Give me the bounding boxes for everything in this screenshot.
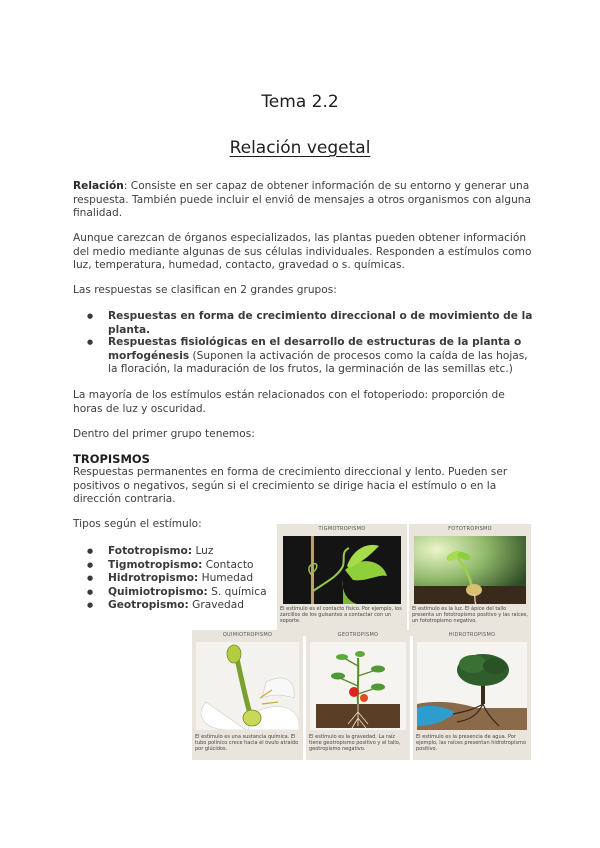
- type-item: [73, 599, 267, 613]
- type-stimulus: Gravedad: [188, 599, 244, 612]
- group-item-bold: Respuestas en forma de crecimiento direccional o de movimiento de la planta.: [108, 310, 533, 336]
- types-intro: Tipos según el estímulo:: [73, 518, 202, 530]
- tigmotropismo-illustration: [283, 536, 401, 604]
- hidrotropismo-label: HIDROTROPISMO: [448, 632, 496, 638]
- paragraph-first-group: Dentro del primer grupo tenemos:: [73, 428, 255, 440]
- groups-list: [73, 310, 535, 337]
- geotropismo-illustration: [310, 642, 406, 730]
- tropismos-heading: TROPISMOS: [73, 452, 150, 466]
- intro-term: Relación: [73, 180, 124, 192]
- type-item: [73, 559, 267, 573]
- intro-paragraph: [73, 180, 533, 221]
- groups-list-2: [73, 336, 535, 377]
- type-name: Hidrotropismo:: [108, 572, 199, 585]
- page-title: Tema 2.2: [261, 92, 339, 112]
- fototropismo-label: FOTOTROPISMO: [448, 526, 492, 532]
- type-name: Geotropismo:: [108, 599, 189, 612]
- group-item: [73, 336, 535, 377]
- type-stimulus: Luz: [192, 545, 214, 557]
- type-item: [73, 586, 267, 600]
- type-stimulus: Contacto: [202, 558, 254, 571]
- types-list: [73, 545, 267, 613]
- tropismos-text: Respuestas permanentes en forma de crecimiento direccional y lento. Pueden ser positivos o negativos, según si el crecimiento se dirige hacia el estímulo o en la dirección contraria.: [73, 466, 508, 506]
- group-item-rest: (Suponen la activación de procesos como la caída de las hojas, la floración, la maduración de los frutos, la germinación de las semillas etc.): [108, 349, 528, 376]
- quimiotropismo-label: QUIMIOTROPISMO: [222, 632, 273, 638]
- type-item: [73, 545, 267, 559]
- paragraph-groups-intro: Las respuestas se clasifican en 2 grandes grupos:: [73, 284, 337, 296]
- hidrotropismo-caption: El estímulo es la presencia de agua. Por ejemplo, las raíces presentan hidrotropismo positivo.: [416, 734, 527, 752]
- hidrotropismo-illustration: [417, 642, 527, 730]
- intro-text: : Consiste en ser capaz de obtener información de su entorno y generar una respuesta. También puede incluir el envió de mensajes a otros organismos con alguna finalidad.: [73, 180, 532, 220]
- type-stimulus: S. química: [207, 585, 267, 598]
- subtitle-text: Relación vegetal: [229, 138, 371, 158]
- fototropismo-illustration: [414, 536, 526, 604]
- type-stimulus: Humedad: [198, 572, 254, 585]
- quimiotropismo-caption: El estímulo es una sustancia química. El tubo polínico crece hacia el óvulo atraído por glúcidos.: [195, 734, 299, 752]
- tigmotropismo-label: TIGMOTROPISMO: [318, 526, 366, 532]
- tigmotropismo-card: [277, 524, 407, 636]
- group-item: [73, 310, 535, 337]
- fototropismo-card: [409, 524, 531, 636]
- quimiotropismo-illustration: [196, 642, 299, 730]
- geotropismo-card: [306, 630, 410, 760]
- type-name: Tigmotropismo:: [108, 558, 203, 571]
- paragraph-cells: Aunque carezcan de órganos especializados, las plantas pueden obtener información del medio mediante algunas de sus células individuales. Responden a estímulos como luz, temperatura, humedad, contacto, gravedad o s. químicas.: [73, 232, 532, 272]
- fototropismo-caption: El estímulo es la luz. El ápice del tallo presenta un fototropismo positivo y las raíces, un fototropismo negativo.: [412, 606, 528, 624]
- quimiotropismo-card: [192, 630, 303, 760]
- type-item: [73, 572, 267, 586]
- geotropismo-label: GEOTROPISMO: [337, 632, 379, 638]
- group-item-bold: Respuestas fisiológicas en el desarrollo de estructuras de la planta o morfogénesis: [108, 336, 522, 362]
- type-name: Quimiotropismo:: [108, 585, 208, 598]
- page-subtitle: [0, 138, 600, 158]
- tigmotropismo-caption: El estímulo es el contacto físico. Por ejemplo, los zarcillos de los guisantes a contactar con un soporte.: [280, 606, 402, 624]
- type-name: Fototropismo:: [108, 545, 193, 557]
- hidrotropismo-card: [413, 630, 531, 760]
- geotropismo-caption: El estímulo es la gravedad. La raíz tiene geotropismo positivo y el tallo, geotropismo negativo.: [309, 734, 401, 752]
- paragraph-photoperiod: La mayoría de los estímulos están relacionados con el fotoperiodo: proporción de horas de luz y oscuridad.: [73, 389, 505, 415]
